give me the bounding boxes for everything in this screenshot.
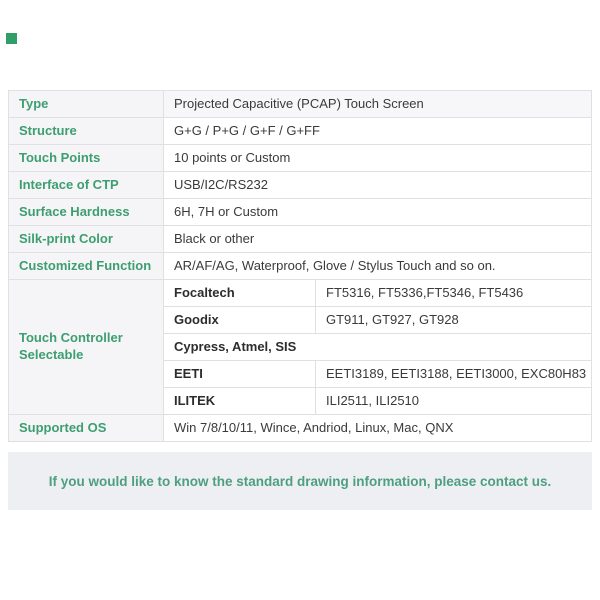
- row-label-touch-points: Touch Points: [9, 145, 164, 172]
- controller-models-eeti: EETI3189, EETI3188, EETI3000, EXC80H83: [316, 361, 592, 388]
- table-row: [9, 91, 592, 118]
- contact-note-text: If you would like to know the standard drawing information, please contact us.: [48, 473, 552, 489]
- row-value-customized: AR/AF/AG, Waterproof, Glove / Stylus Touch and so on.: [164, 253, 592, 280]
- row-value-silk-print: Black or other: [164, 226, 592, 253]
- row-label-silk-print: Silk-print Color: [9, 226, 164, 253]
- table-row: [9, 145, 592, 172]
- row-value-structure: G+G / P+G / G+F / G+FF: [164, 118, 592, 145]
- row-label-type: Type: [9, 91, 164, 118]
- controller-brand-ilitek: ILITEK: [164, 388, 316, 415]
- row-label-supported-os: Supported OS: [9, 415, 164, 442]
- row-label-controller: Touch Controller Selectable: [9, 280, 164, 415]
- table-row: [9, 199, 592, 226]
- controller-brand-focaltech: Focaltech: [164, 280, 316, 307]
- table-row-controller: [9, 280, 592, 307]
- row-label-interface: Interface of CTP: [9, 172, 164, 199]
- row-label-customized: Customized Function: [9, 253, 164, 280]
- table-row: [9, 118, 592, 145]
- row-value-supported-os: Win 7/8/10/11, Wince, Andriod, Linux, Mac, QNX: [164, 415, 592, 442]
- controller-brand-eeti: EETI: [164, 361, 316, 388]
- row-label-structure: Structure: [9, 118, 164, 145]
- controller-models-focaltech: FT5316, FT5336,FT5346, FT5436: [316, 280, 592, 307]
- controller-models-ilitek: ILI2511, ILI2510: [316, 388, 592, 415]
- table-row: [9, 415, 592, 442]
- controller-brand-goodix: Goodix: [164, 307, 316, 334]
- table-row: [9, 253, 592, 280]
- spec-table: [8, 90, 592, 442]
- row-value-hardness: 6H, 7H or Custom: [164, 199, 592, 226]
- row-value-type: Projected Capacitive (PCAP) Touch Screen: [164, 91, 592, 118]
- table-row: [9, 226, 592, 253]
- row-value-interface: USB/I2C/RS232: [164, 172, 592, 199]
- table-row: [9, 172, 592, 199]
- controller-brand-cypress-atmel-sis: Cypress, Atmel, SIS: [164, 334, 592, 361]
- row-value-touch-points: 10 points or Custom: [164, 145, 592, 172]
- controller-models-goodix: GT911, GT927, GT928: [316, 307, 592, 334]
- row-label-hardness: Surface Hardness: [9, 199, 164, 226]
- contact-note-banner: [8, 452, 592, 510]
- green-square-marker-icon: [6, 33, 17, 44]
